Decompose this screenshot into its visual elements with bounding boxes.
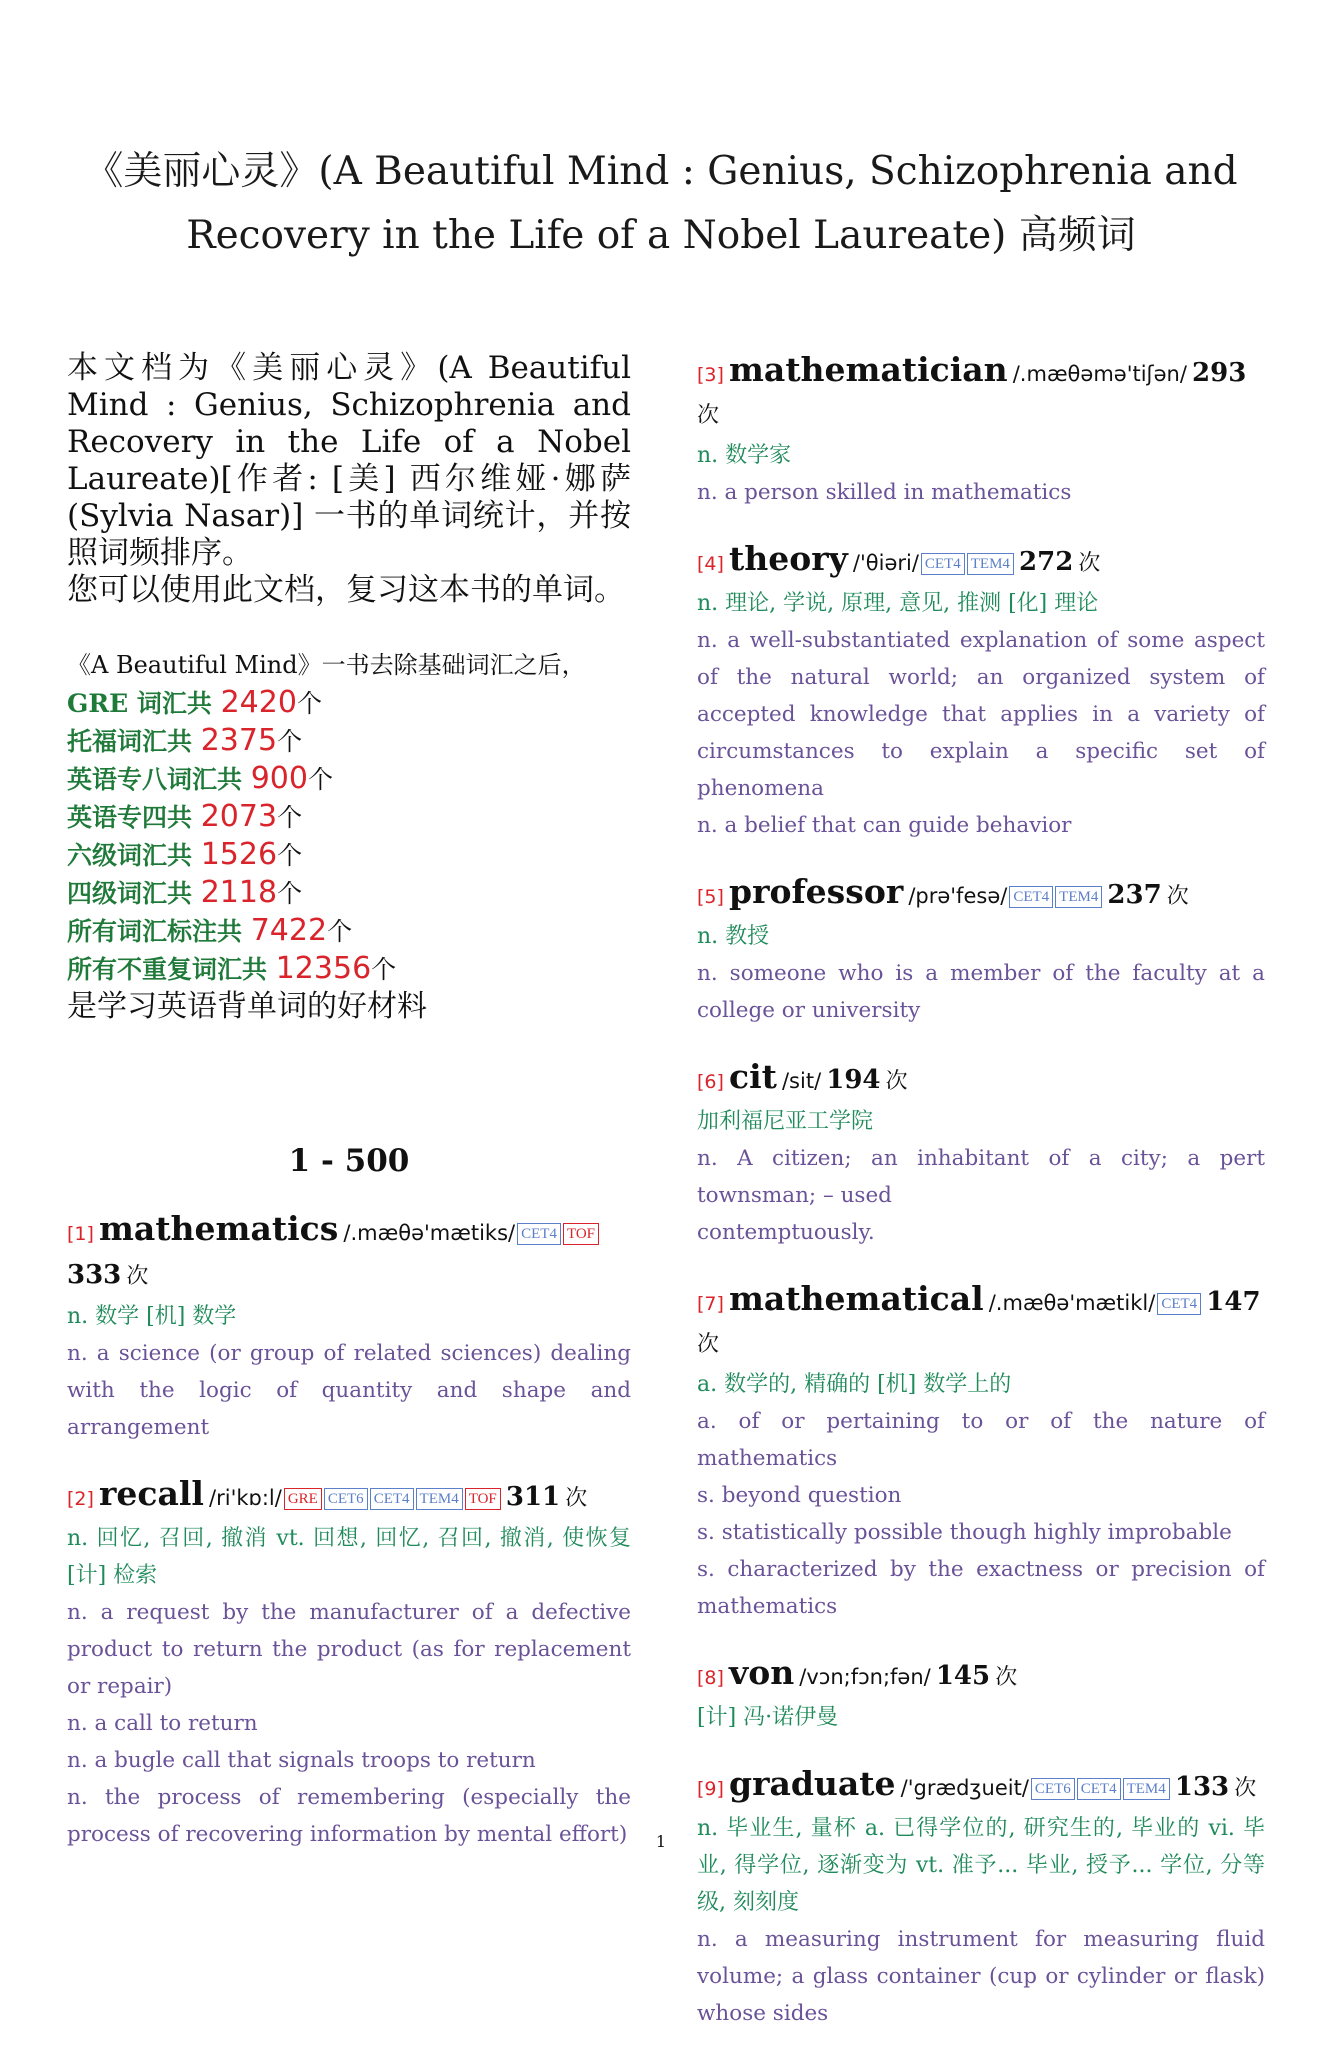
word-entry [697,539,1265,844]
entry-count: 194 [826,1065,881,1095]
chinese-definition: [计] 冯·诺伊曼 [697,1705,839,1730]
entry-head [697,872,1265,918]
exam-tag: TEM4 [1055,886,1102,908]
exam-tag: TEM4 [967,553,1014,575]
chinese-definition: a. 数学的, 精确的 [机] 数学上的 [697,1372,1012,1397]
word-entry [67,1209,631,1446]
count-unit: 次 [1234,1776,1257,1801]
count-unit: 次 [885,1069,908,1094]
entry-index: [6] [697,1071,724,1093]
count-unit: 次 [995,1665,1018,1690]
entry-phonetic: /ri'kɒ:l/ [209,1486,282,1510]
word-entry [697,1653,1265,1736]
stat-unit: 个 [277,879,303,908]
stat-value: 12356 [275,951,372,986]
chinese-definition: n. 数学 [机] 数学 [67,1304,237,1329]
english-definition: n. a call to return [67,1711,258,1736]
stat-label: 所有不重复词汇共 [67,955,276,984]
english-definition: n. A citizen; an inhabitant of a city; a pert townsman; – used [697,1146,1265,1208]
stat-unit: 个 [277,841,303,870]
entry-word: professor [729,872,904,911]
entry-head [697,539,1265,585]
word-entry [697,1764,1265,2032]
english-definition: s. statistically possible though highly improbable [697,1520,1232,1545]
stat-row [67,798,631,836]
word-entry [697,350,1265,511]
stat-row [67,950,631,988]
entry-word: mathematics [99,1209,339,1248]
stat-value: 2118 [200,875,278,910]
entry-head [67,1209,631,1298]
entry-head [697,1057,1265,1103]
word-entry [697,872,1265,1029]
english-definition: a. of or pertaining to or of the nature of mathematics [697,1409,1265,1471]
word-entry [697,1057,1265,1251]
exam-tag: CET4 [1077,1778,1121,1800]
english-definition: s. beyond question [697,1483,902,1508]
english-definition: n. a person skilled in mathematics [697,480,1072,505]
english-definition: n. a science (or group of related sciences) dealing with the logic of quantity and shape and arrangement [67,1341,631,1440]
entry-phonetic: /.mæθə'mætiks/ [343,1221,516,1245]
entry-head [67,1474,631,1520]
entry-count: 133 [1174,1772,1230,1802]
page-number: 1 [655,1832,667,1851]
stat-row [67,760,631,798]
entry-count: 237 [1107,880,1162,910]
entry-index: [4] [697,553,724,575]
english-definition: s. characterized by the exactness or precision of mathematics [697,1557,1265,1619]
stat-label: 四级词汇共 [67,879,201,908]
count-unit: 次 [1166,884,1189,909]
count-unit: 次 [697,1332,720,1357]
stat-unit: 个 [371,955,397,984]
chinese-definition: n. 毕业生, 量杯 a. 已得学位的, 研究生的, 毕业的 vi. 毕业, 得学位, 逐渐变为 vt. 准予... 毕业, 授予... 学位, 分等级, 刻刻度 [697,1816,1265,1915]
stat-label: GRE 词汇共 [67,689,221,718]
exam-tag: CET4 [517,1223,561,1245]
document-title: 《美丽心灵》(A Beautiful Mind : Genius, Schizophrenia and Recovery in the Life of a Nobel Laureate) 高频词 [84,149,1238,258]
entry-word: recall [99,1474,204,1513]
stat-value: 2073 [200,799,278,834]
english-definition: n. a measuring instrument for measuring fluid volume; a glass container (cup or cylinder or flask) whose sides [697,1927,1265,2026]
entry-word: cit [729,1057,777,1096]
count-unit: 次 [126,1264,149,1289]
english-definition: n. someone who is a member of the faculty at a college or university [697,961,1265,1023]
exam-tag: TOF [465,1488,501,1510]
vocabulary-stats [67,647,631,1025]
entry-index: [7] [697,1293,724,1315]
range-heading: 1 - 500 [288,1143,410,1179]
stat-unit: 个 [277,727,303,756]
intro-paragraph-2: 您可以使用此文档，复习这本书的单词。 [67,572,625,608]
entry-word: mathematical [729,1279,984,1318]
exam-tag: TEM4 [416,1488,463,1510]
stat-row [67,722,631,760]
left-column [67,350,631,1881]
stat-label: 托福词汇共 [67,727,201,756]
exam-tag: CET4 [1009,886,1053,908]
intro-paragraph: 本文档为《美丽心灵》(A Beautiful Mind : Genius, Schizophrenia and Recovery in the Life of a Nobel Laureate)[作者: [美] 西尔维娅·娜萨 (Sylvia Nasar)] 一书的单词统计，并按照词频排序。 [67,350,631,571]
stat-unit: 个 [277,803,303,832]
right-column [697,350,1265,2060]
stats-closing: 是学习英语背单词的好材料 [67,989,427,1024]
stat-value: 1526 [200,837,278,872]
exam-tag: TEM4 [1123,1778,1170,1800]
exam-tag: GRE [284,1488,322,1510]
english-definition: n. a well-substantiated explanation of some aspect of the natural world; an organized system of accepted knowledge that applies in a variety of circumstances to explain a specific set of phenomena [697,628,1265,801]
stat-row [67,912,631,950]
exam-tag: CET6 [1031,1778,1075,1800]
entry-count: 147 [1206,1287,1261,1317]
entry-index: [9] [697,1778,724,1800]
stat-unit: 个 [327,917,353,946]
entry-count: 311 [505,1482,561,1512]
entry-count: 293 [1192,358,1247,388]
stat-label: 英语专八词汇共 [67,765,251,794]
entry-count: 272 [1019,547,1074,577]
chinese-definition: n. 回忆, 召回, 撤消 vt. 回想, 回忆, 召回, 撤消, 使恢复 [计] 检索 [67,1526,631,1588]
entry-phonetic: /vɔn;fɔn;fən/ [799,1665,931,1689]
entry-word: mathematician [729,350,1008,389]
entry-word: theory [729,539,848,578]
entry-head [697,1653,1265,1699]
stat-label: 英语专四共 [67,803,201,832]
entry-phonetic: /.mæθəmə'tiʃən/ [1012,362,1187,386]
entry-index: [3] [697,364,724,386]
stat-row [67,836,631,874]
exam-tag: TOF [563,1223,599,1245]
stat-label: 所有词汇标注共 [67,917,251,946]
chinese-definition: n. 理论, 学说, 原理, 意见, 推测 [化] 理论 [697,591,1099,616]
count-unit: 次 [697,403,720,428]
english-definition: n. a belief that can guide behavior [697,813,1072,838]
exam-tag: CET6 [324,1488,368,1510]
english-definition: n. a bugle call that signals troops to return [67,1748,536,1773]
word-entry [697,1279,1265,1625]
stat-label: 六级词汇共 [67,841,201,870]
exam-tag: CET4 [1157,1293,1201,1315]
count-unit: 次 [565,1486,588,1511]
exam-tag: CET4 [370,1488,414,1510]
exam-tag: CET4 [921,553,965,575]
chinese-definition: n. 数学家 [697,443,792,468]
entry-phonetic: /sit/ [781,1069,822,1093]
entry-phonetic: /'θiəri/ [852,551,919,575]
stat-value: 900 [250,761,308,796]
entry-word: graduate [729,1764,896,1803]
word-entry [67,1474,631,1853]
stat-row [67,874,631,912]
chinese-definition: n. 教授 [697,924,770,949]
entry-index: [2] [67,1488,94,1510]
entry-head [697,1764,1265,1810]
english-definition: contemptuously. [697,1220,875,1245]
english-definition: n. the process of remembering (especially the process of recovering information by mental effort) [67,1785,631,1847]
stat-value: 2375 [200,723,278,758]
stat-row [67,684,631,722]
english-definition: n. a request by the manufacturer of a defective product to return the product (as for replacement or repair) [67,1600,631,1699]
stat-value: 2420 [220,685,297,720]
entry-head [697,1279,1265,1366]
entry-count: 333 [67,1260,122,1290]
stat-unit: 个 [307,765,333,794]
chinese-definition: 加利福尼亚工学院 [697,1109,874,1134]
entry-phonetic: /prə'fesə/ [908,884,1008,908]
entry-count: 145 [935,1661,991,1691]
stat-value: 7422 [250,913,328,948]
stat-unit: 个 [296,689,322,718]
count-unit: 次 [1078,551,1101,576]
stats-lead: 《A Beautiful Mind》一书去除基础词汇之后， [67,651,586,679]
entry-index: [5] [697,886,724,908]
entry-index: [1] [67,1223,94,1245]
entry-phonetic: /'grædʒueit/ [900,1776,1029,1800]
entry-head [697,350,1265,437]
entry-phonetic: /.mæθə'mætikl/ [988,1291,1156,1315]
entry-word: von [729,1653,795,1692]
entry-index: [8] [697,1667,724,1689]
